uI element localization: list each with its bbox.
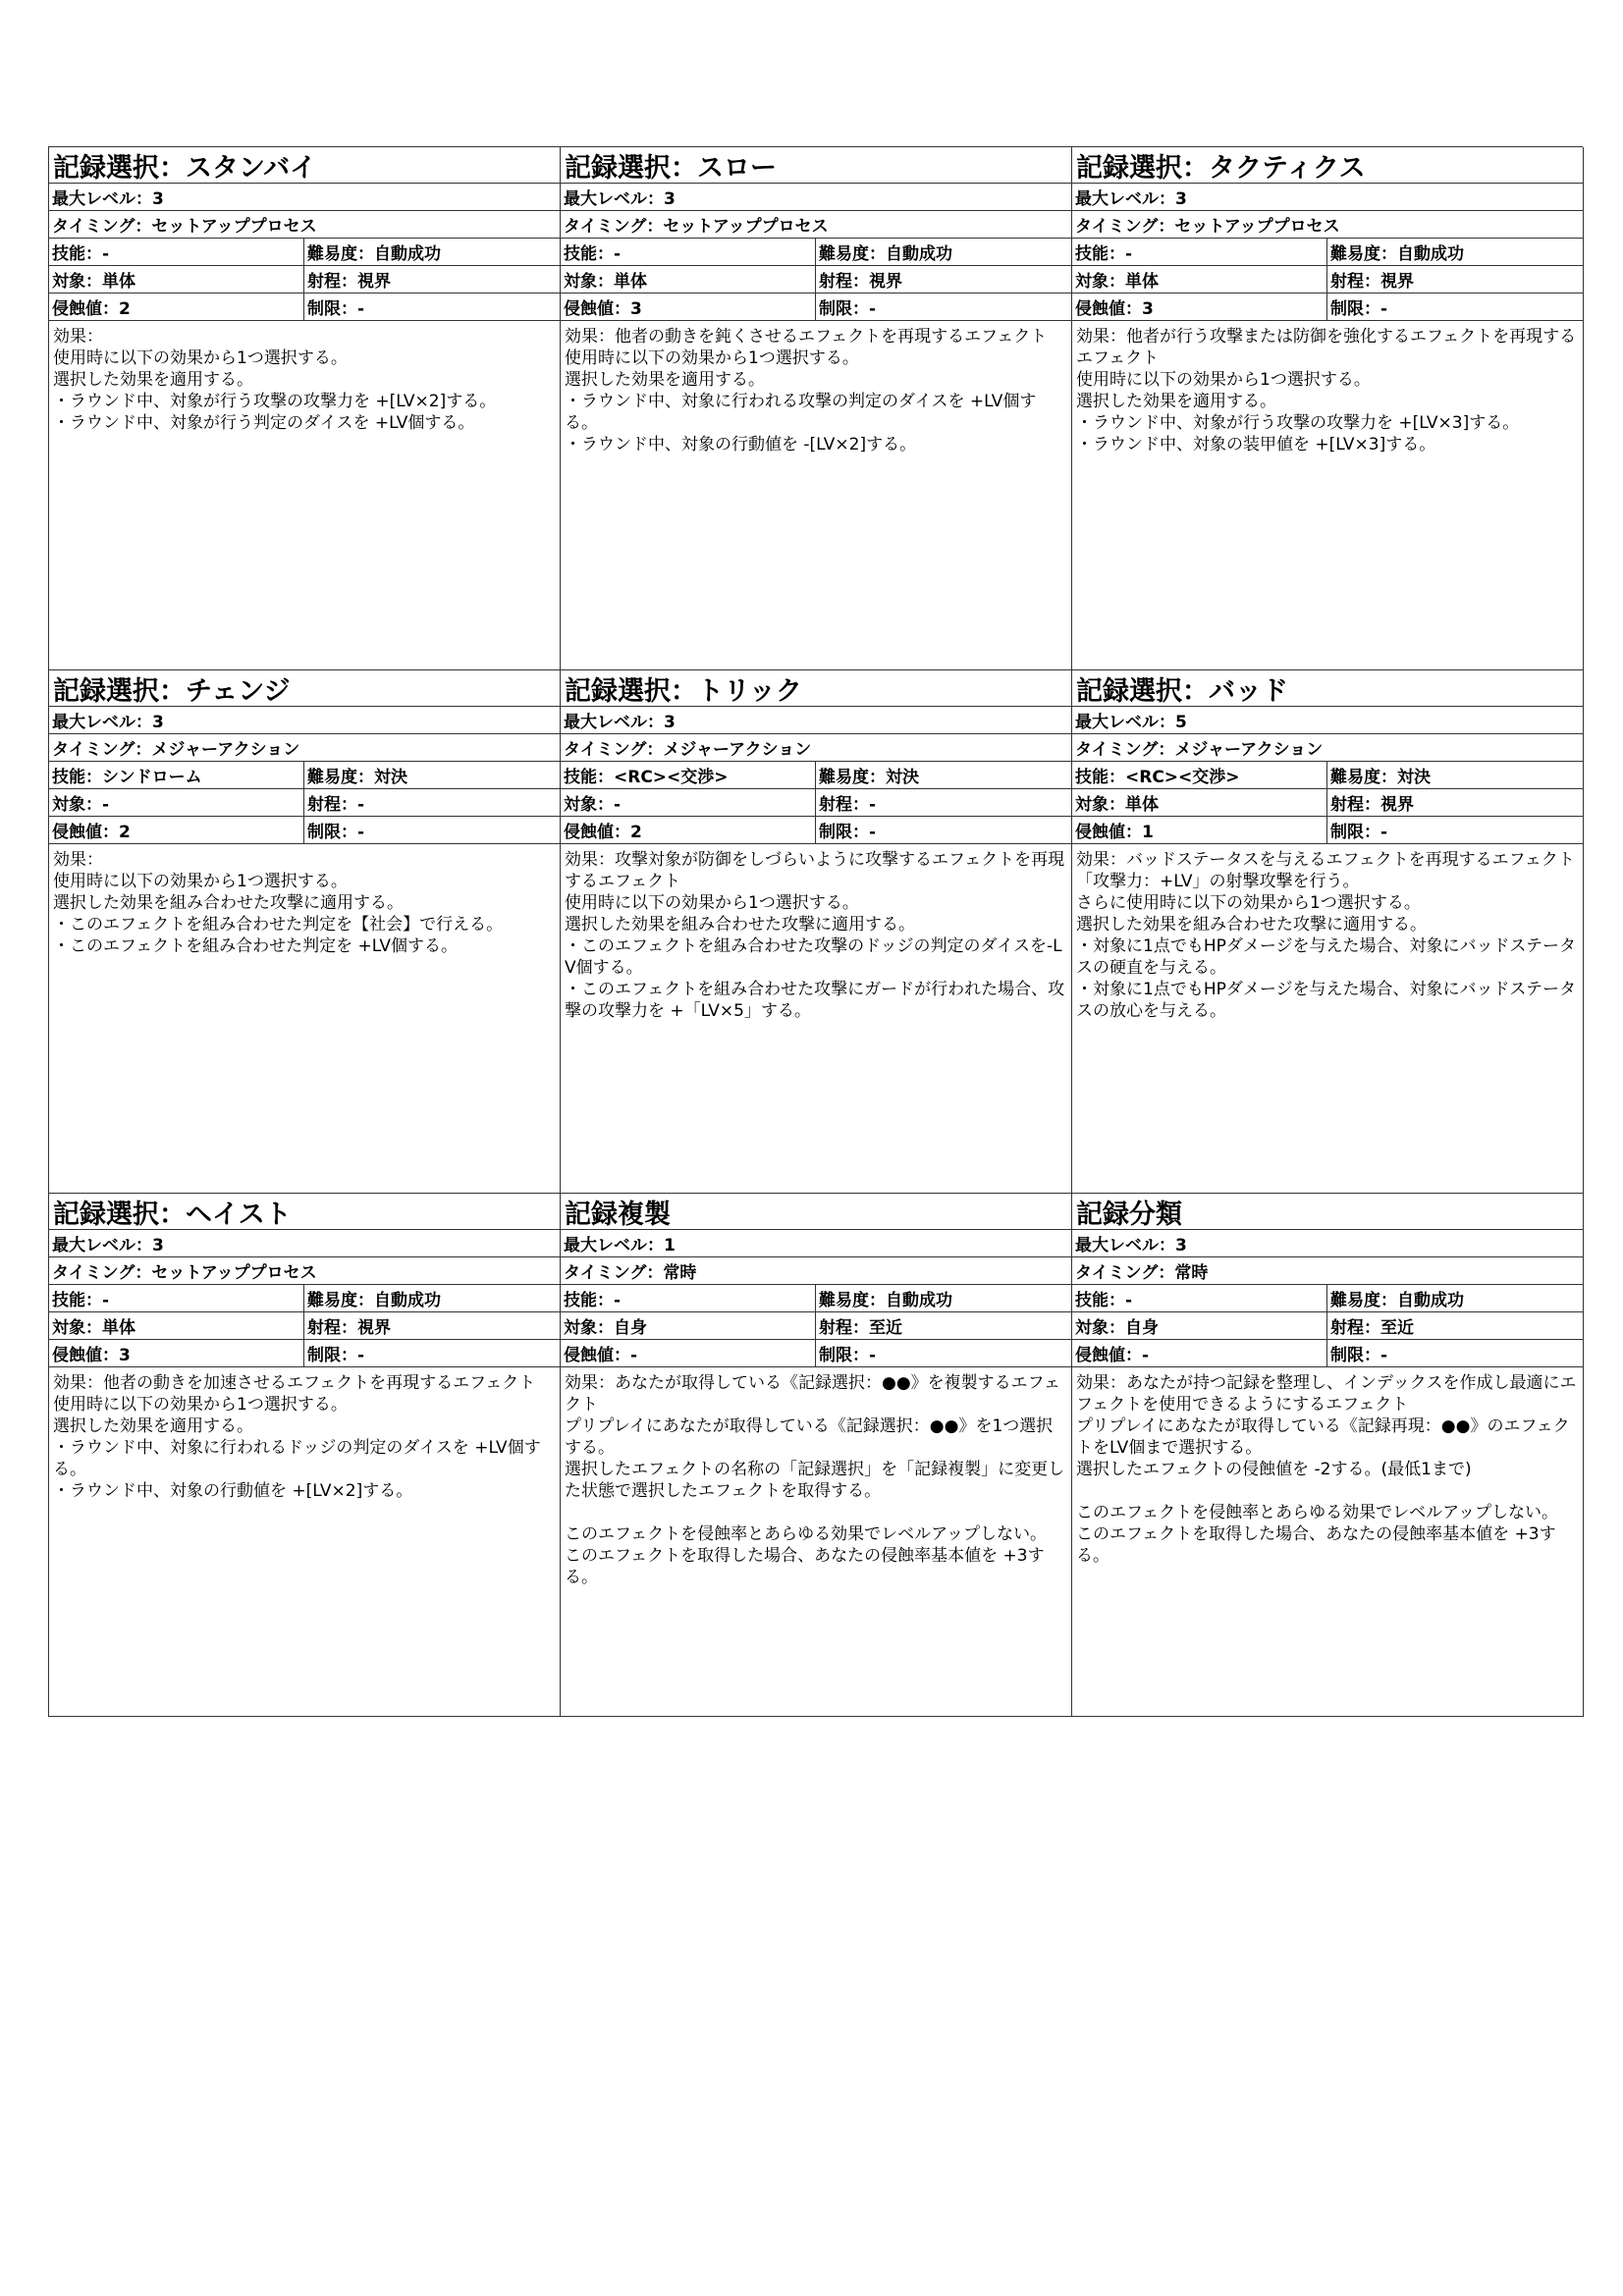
card-difficulty: 難易度：自動成功 (307, 1291, 441, 1310)
card-difficulty: 難易度：自動成功 (1330, 1291, 1464, 1310)
card-erosion: 侵蝕値：1 (1072, 817, 1327, 843)
card-target-row (49, 789, 560, 817)
card-limit: 制限：- (819, 299, 877, 319)
card-max-level: 最大レベル：3 (1072, 184, 1583, 211)
card-target-row (1072, 1312, 1583, 1340)
card-target-row (1072, 789, 1583, 817)
card-title: 記録選択：バッド (1072, 670, 1583, 707)
card-skill: 技能：- (1072, 239, 1327, 265)
card-difficulty: 難易度：自動成功 (819, 244, 952, 264)
card-effect-text: 効果：他者の動きを鈍くさせるエフェクトを再現するエフェクト 使用時に以下の効果から1つ選択する。 選択した効果を適用する。 ・ラウンド中、対象に行われる攻撃の判定のダイスを +LV個する。 ・ラウンド中、対象の行動値を -[LV×2]する。 (565, 327, 1048, 454)
card-title: 記録選択：スロー (561, 147, 1071, 184)
card-effect-text: 効果： 使用時に以下の効果から1つ選択する。 選択した効果を組み合わせた攻撃に適用する。 ・このエフェクトを組み合わせた判定を【社会】で行える。 ・このエフェクトを組み合わせた判定を +LV個する。 (53, 850, 504, 956)
card-timing: タイミング：メジャーアクション (49, 734, 560, 762)
card-max-level: 最大レベル：3 (49, 707, 560, 734)
card-erosion-row (49, 1340, 560, 1367)
card-limit: 制限：- (307, 1346, 365, 1365)
card-timing: タイミング：常時 (1072, 1257, 1583, 1285)
effect-card-standby (49, 147, 561, 670)
card-range: 射程：視界 (307, 1318, 391, 1338)
card-effect-text: 効果：あなたが取得している《記録選択：●●》を複製するエフェクト プリプレイにあなたが取得している《記録選択：●●》を1つ選択する。 選択したエフェクトの名称の「記録選択」を「記録複製」に変更した状態で選択したエフェクトを取得する。 このエフェクトを侵蝕率とあらゆる効果でレベルアップしない。 このエフェクトを取得した場合、あなたの侵蝕率基本値を +3する。 (565, 1373, 1065, 1587)
card-target-row (561, 1312, 1071, 1340)
card-skill-row (49, 762, 560, 789)
card-timing: タイミング：セットアッププロセス (49, 1257, 560, 1285)
card-range: 射程：- (819, 795, 877, 815)
card-erosion: 侵蝕値：3 (1072, 294, 1327, 320)
card-erosion-row (1072, 294, 1583, 321)
card-effect-text: 効果：他者の動きを加速させるエフェクトを再現するエフェクト 使用時に以下の効果から1つ選択する。 選択した効果を適用する。 ・ラウンド中、対象に行われるドッジの判定のダイスを +LV個する。 ・ラウンド中、対象の行動値を +[LV×2]する。 (53, 1373, 541, 1501)
card-erosion-row (561, 817, 1071, 844)
card-range: 射程：至近 (1330, 1318, 1414, 1338)
card-skill-row (49, 239, 560, 266)
card-erosion: 侵蝕値：2 (561, 817, 816, 843)
card-target: 対象：単体 (1072, 266, 1327, 293)
card-max-level: 最大レベル：3 (1072, 1230, 1583, 1257)
effect-card-haste (49, 1194, 561, 1717)
card-range: 射程：至近 (819, 1318, 902, 1338)
card-max-level: 最大レベル：3 (561, 707, 1071, 734)
card-target: 対象：単体 (49, 1312, 304, 1339)
effect-card-trick (561, 670, 1072, 1194)
card-skill: 技能：<RC><交渉> (561, 762, 816, 788)
card-range: 射程：視界 (819, 272, 902, 292)
card-erosion: 侵蝕値：- (561, 1340, 816, 1366)
effect-card-record-classify (1072, 1194, 1584, 1717)
card-range: 射程：- (307, 795, 365, 815)
card-skill: 技能：- (49, 1285, 304, 1311)
card-timing: タイミング：メジャーアクション (561, 734, 1071, 762)
card-limit: 制限：- (307, 823, 365, 842)
card-target: 対象：単体 (1072, 789, 1327, 816)
card-max-level: 最大レベル：3 (561, 184, 1071, 211)
card-target-row (49, 266, 560, 294)
effect-card-tactics (1072, 147, 1584, 670)
card-skill-row (1072, 762, 1583, 789)
card-erosion: 侵蝕値：- (1072, 1340, 1327, 1366)
card-difficulty: 難易度：自動成功 (307, 244, 441, 264)
card-limit: 制限：- (1330, 1346, 1388, 1365)
card-erosion-row (49, 817, 560, 844)
card-timing: タイミング：セットアッププロセス (49, 211, 560, 239)
card-max-level: 最大レベル：1 (561, 1230, 1071, 1257)
card-difficulty: 難易度：対決 (1330, 768, 1431, 787)
card-erosion-row (49, 294, 560, 321)
card-target-row (561, 266, 1071, 294)
card-erosion-row (561, 294, 1071, 321)
card-range: 射程：視界 (1330, 795, 1414, 815)
card-difficulty: 難易度：対決 (819, 768, 919, 787)
card-erosion: 侵蝕値：2 (49, 294, 304, 320)
card-title: 記録複製 (561, 1194, 1071, 1230)
effect-card-sheet (48, 146, 1583, 1717)
card-max-level: 最大レベル：3 (49, 184, 560, 211)
card-effect-text: 効果：攻撃対象が防御をしづらいように攻撃するエフェクトを再現するエフェクト 使用時に以下の効果から1つ選択する。 選択した効果を組み合わせた攻撃に適用する。 ・このエフェクトを組み合わせた攻撃のドッジの判定のダイスを-LV個する。 ・このエフェクトを組み合わせた攻撃にガードが行われた場合、攻撃の攻撃力を +「LV×5」する。 (565, 850, 1065, 1021)
card-skill: 技能：- (561, 239, 816, 265)
card-limit: 制限：- (819, 823, 877, 842)
card-range: 射程：視界 (307, 272, 391, 292)
card-target: 対象：単体 (49, 266, 304, 293)
card-target: 対象：- (561, 789, 816, 816)
effect-card-slow (561, 147, 1072, 670)
card-skill: 技能：<RC><交渉> (1072, 762, 1327, 788)
effect-card-record-copy (561, 1194, 1072, 1717)
card-target-row (1072, 266, 1583, 294)
card-skill-row (561, 762, 1071, 789)
card-range: 射程：視界 (1330, 272, 1414, 292)
card-skill: 技能：- (1072, 1285, 1327, 1311)
card-effect-text: 効果：他者が行う攻撃または防御を強化するエフェクトを再現するエフェクト 使用時に以下の効果から1つ選択する。 選択した効果を適用する。 ・ラウンド中、対象が行う攻撃の攻撃力を +[LV×3]する。 ・ラウンド中、対象の装甲値を +[LV×3]する。 (1076, 327, 1577, 454)
card-limit: 制限：- (819, 1346, 877, 1365)
card-target: 対象：- (49, 789, 304, 816)
card-limit: 制限：- (1330, 823, 1388, 842)
card-erosion-row (1072, 1340, 1583, 1367)
card-title: 記録分類 (1072, 1194, 1583, 1230)
card-difficulty: 難易度：自動成功 (1330, 244, 1464, 264)
card-timing: タイミング：セットアッププロセス (1072, 211, 1583, 239)
card-skill: 技能：- (561, 1285, 816, 1311)
card-erosion-row (561, 1340, 1071, 1367)
card-title: 記録選択：チェンジ (49, 670, 560, 707)
card-erosion: 侵蝕値：3 (49, 1340, 304, 1366)
card-target-row (561, 789, 1071, 817)
card-skill: 技能：- (49, 239, 304, 265)
card-timing: タイミング：メジャーアクション (1072, 734, 1583, 762)
card-skill-row (1072, 239, 1583, 266)
card-skill-row (49, 1285, 560, 1312)
card-effect-text: 効果：バッドステータスを与えるエフェクトを再現するエフェクト 「攻撃力：+LV」の射撃攻撃を行う。 さらに使用時に以下の効果から1つ選択する。 選択した効果を組み合わせた攻撃に適用する。 ・対象に1点でもHPダメージを与えた場合、対象にバッドステータスの硬直を与える。 ・対象に1点でもHPダメージを与えた場合、対象にバッドステータスの放心を与える。 (1076, 850, 1576, 1021)
card-target: 対象：自身 (1072, 1312, 1327, 1339)
card-limit: 制限：- (1330, 299, 1388, 319)
card-effect-text: 効果：あなたが持つ記録を整理し、インデックスを作成し最適にエフェクトを使用できるようにするエフェクト プリプレイにあなたが取得している《記録再現：●●》のエフェクトをLV個まで選択する。 選択したエフェクトの侵蝕値を -2する。(最低1まで) このエフェクトを侵蝕率とあらゆる効果でレベルアップしない。 このエフェクトを取得した場合、あなたの侵蝕率基本値を +3する。 (1076, 1373, 1577, 1566)
card-title: 記録選択：タクティクス (1072, 147, 1583, 184)
card-max-level: 最大レベル：3 (49, 1230, 560, 1257)
card-target-row (49, 1312, 560, 1340)
card-erosion: 侵蝕値：3 (561, 294, 816, 320)
card-max-level: 最大レベル：5 (1072, 707, 1583, 734)
card-difficulty: 難易度：対決 (307, 768, 407, 787)
card-skill-row (561, 239, 1071, 266)
card-limit: 制限：- (307, 299, 365, 319)
card-target: 対象：単体 (561, 266, 816, 293)
card-skill-row (561, 1285, 1071, 1312)
card-target: 対象：自身 (561, 1312, 816, 1339)
card-difficulty: 難易度：自動成功 (819, 1291, 952, 1310)
effect-card-change (49, 670, 561, 1194)
card-timing: タイミング：セットアッププロセス (561, 211, 1071, 239)
card-skill-row (1072, 1285, 1583, 1312)
card-erosion-row (1072, 817, 1583, 844)
effect-card-bad (1072, 670, 1584, 1194)
card-skill: 技能：シンドローム (49, 762, 304, 788)
card-title: 記録選択：ヘイスト (49, 1194, 560, 1230)
card-title: 記録選択：トリック (561, 670, 1071, 707)
card-erosion: 侵蝕値：2 (49, 817, 304, 843)
card-title: 記録選択：スタンバイ (49, 147, 560, 184)
card-effect-text: 効果： 使用時に以下の効果から1つ選択する。 選択した効果を適用する。 ・ラウンド中、対象が行う攻撃の攻撃力を +[LV×2]する。 ・ラウンド中、対象が行う判定のダイスを +LV個する。 (53, 327, 497, 433)
card-timing: タイミング：常時 (561, 1257, 1071, 1285)
